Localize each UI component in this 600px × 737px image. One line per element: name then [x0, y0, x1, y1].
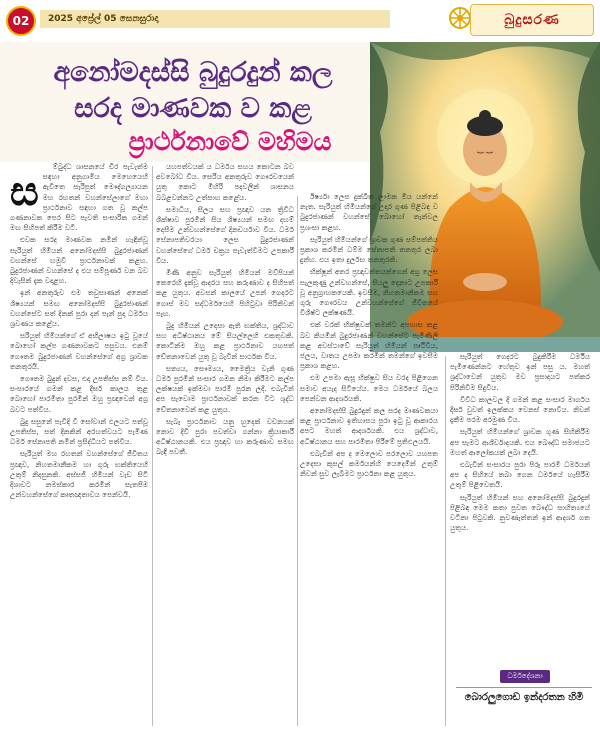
paragraph: විවිධ කාලවල දී ගමන් කළ සංසාර මාර්ගය දීර්ඝ වුවත් ඉලක්කය වෙනස් නොවීය. නිවන් දැකීම පරම අරමුණ විය.	[450, 394, 590, 425]
column-divider	[152, 166, 153, 726]
paragraph: එබැවින් අප ද මෙලොව පරලොව යහපත උදෙසා කුසල් කර්මයන්හි යෙදෙමින් උතුම් නිවන් සුව ලැබීමට ප්‍රාර්ථනා කළ යුතුය.	[300, 448, 438, 479]
paragraph: මිණි අනුව සැරියුත් හිමියන් මව්පියන් කෙරෙහි දැක්වූ ආදරය සහ කරුණාව ද සිහිපත් කළ යුතුය. අවසන් කාලයේ උපන් ගෙදරට ගොස් මව සද්ධර්මයෙහි පිහිටුවා පිරිනිවන් පෑහ.	[156, 268, 294, 318]
headline-line-1: අනෝමදස්සි බුදුරදුන් කල	[53, 57, 333, 88]
paragraph: බුදු හිමියන් උදෙසා ඇති භක්තිය, ශ්‍රද්ධාව සහ අධිෂ්ඨානය මේ සියල්ලෙහි එකතුවකි. කොටින්ම ඔහු කළ ප්‍රාර්ථනාව යහපත් චේතනාවෙන් යුතු වූ බැවින් සාර්ථක විය.	[156, 321, 294, 361]
article-column-1	[10, 162, 148, 730]
paragraph: සරියුත් හිමියන්ගේ ඒ අභිලාෂය ඉටු වූයේ බොහෝ කල්ප ගණනාවකට පසුවය. එනම් ගෞතම බුදුරජාණන් වහන්සේගේ අග්‍ර ශ්‍රාවක තනතුරයි.	[10, 331, 148, 371]
paragraph: සැරියුත් මහ රහතන් වහන්සේගේ ජීවිතය ප්‍රඥාව, නිහතමානීකම හා ගුරු භක්තියෙහි උතුම් නිදසුනකි. අස්සජි හිමියන් වැඩ සිටි දිශාවට නමස්කාර කරමින් සැතපීම උන්වහන්සේගේ කෘතඥතාවය පෙන්වයි.	[10, 449, 148, 500]
drop-cap: ස	[10, 168, 39, 215]
paragraph: එක් වරක් භික්ෂුවක් තමන්ට අපහාස කළ බව කියමින් බුදුරජාණන් වහන්සේට පැමිණිලි කළ අවස්ථාවේ සැරියුත් හිමියන් පෘථිවිය, ජලය, වාතය උපමා කරමින් තමන්ගේ ඉවසීම ප්‍රකාශ කළහ.	[300, 320, 438, 371]
paragraph: ඊර්ෂ්‍යා ලෙස දුක්ඛිත ලාමක මිය යන්නේ නැත. සැරියුත් හිමියන්ගේ උදාර ගුණ පිළිබඳ ව බුදුරජාණන් වහන්සේ බොහෝ තැන්වල ප්‍රශංසා කළහ.	[300, 192, 438, 232]
page-number-badge: 02	[6, 6, 36, 36]
paragraph: සැබෑ ප්‍රාර්ථනාව යනු හුදෙක් වචනයක් නොව දිවි පුරා පවත්වා ගන්නා ක්‍රියාකාරී අධිෂ්ඨානයකි. එය ප්‍රඥාව හා කරුණාව සමඟ බැඳී පවතී.	[156, 416, 294, 457]
headline-line-2: සරද මාණවක ව කළ	[74, 93, 312, 124]
paragraph: සත්‍යය, සෞම්‍යය, මෛත්‍රිය වැනි ගුණ ධර්ම පුරමින් සංසාර ගමන නිමා කිරීමට කල්ප ලක්ෂයක් ඉක්මවා පාරමී පුරන ලදී. එබැවින් අප සැවොම ප්‍රාර්ථනාවක් කරන විට ශුද්ධ චේතනාවෙන් කළ යුතුය.	[156, 363, 294, 414]
paragraph: ඉන් අනතුරුව එම තවුසාණන් අනෙක් ශිෂ්‍යයන් සමඟ අනෝමදස්සි බුදුරජාණන් වහන්සේට සත් දිනක් පුරා දන් පැන් පුදා ධර්මය ශ්‍රවණය කළේය.	[10, 288, 148, 329]
paragraph: එම උපමා ඇසූ භික්ෂුව සිය වරද පිළිගෙන සමාව අයැද සිටියේය. මෙය ධර්මයේ බලය පෙන්වන ආදර්ශයකි.	[300, 373, 438, 403]
article-column-4	[450, 352, 590, 652]
author-label: ධර්මදේශනා	[500, 670, 550, 683]
page-header	[0, 0, 600, 42]
paragraph: ම්බුද්ධ ශාසනයේ චිර පැවැත්ම සඳහා අනුගාමිය මෙහෙයෙහි ඇවිතෙ සැරිපුත් මෞද්ගල්‍යායන මහ රහතන් වහන්සේලාගේ මහා ප්‍රාර්ථනාව සඳහා ගත වූ කල්ප ගණනාවක පෙර සිට පැවති සංසාරික ගමන් මඟ සිහිපත් කිරීම වටී.	[10, 162, 148, 233]
paragraph: අනෝමදස්සි බුදුරදුන් කල සරද මාණවකයා කළ ප්‍රාර්ථනාව ඉතිහාසය පුරා ඉටු වූ ආකාරය අපට මහත් ආදර්ශයකි. එය ශ්‍රද්ධාව, අධිෂ්ඨානය සහ පාරමිතා පිරීමේ ප්‍රතිඵලයයි.	[300, 406, 438, 446]
issue-date-line: 2025 අප්‍රේල් 05 සෙනසුරාදා	[40, 10, 390, 28]
paragraph: බුදු සසුනේ පැවිදි වී සෝවාන් ඵලයට පත්වූ උපතිස්ස, සත් දිනකින් අරහත්වයට පැමිණ ධර්ම සේනාපති නමින් ප්‍රසිද්ධියට පත්විය.	[10, 416, 148, 447]
paragraph: යහපත්වයක් ය ධර්මය සහය කොටන බව අවබෝධ විය. සෙරිය අනතුරුව ගෞරවයෙන් යුතු කොට මිහිරි පදවලින් ශාසනය බබළවන්නට උත්සාහ කළේය.	[156, 162, 294, 202]
paragraph: භික්ෂූන් අතර ප්‍රඥාවන්තයන්ගෙන් අග්‍ර ලෙස සැලකුණු උන්වහන්සේ, සියලු දෙනාට උපකාරී වූ අනුග්‍රාහකයෙකි. ඉවසීම, නිහතමානීකම සහ ගුරු ගෞරවය උන්වහන්සේගේ ජීවිතයේ විශිෂ්ට ලක්ෂණයි.	[300, 267, 438, 318]
dharma-wheel-icon	[448, 6, 472, 30]
paragraph: සැරියුත් හිමියන් සහ අනෝමදස්සි බුදුරදුන් පිළිබඳ මෙම කතා පුවත බෞද්ධ සාහිත්‍යයේ වටිනා පිටුවකි. නුවණැත්තන් ඉන් ආදර්ශ ගත යුතුය.	[450, 492, 590, 533]
paragraph: සැරියුත් හිමියන්ගේ ශ්‍රාවක ගුණ සම්පත්තිය ප්‍රකාශ කරමින් ධම්ම සේනාපති තනතුර ලබා දුන්හ. එය ඉතා දුර්ලභ තනතුරකි.	[300, 234, 438, 265]
paragraph: එවක සරද මාණවක නමින් හැඳින්වූ සැරියුත් හිමියන් අනෝමදස්සි බුදුරජාණන් වහන්සේ හමුවී ප්‍රාර්ථනාවක් කළහ. බුදුරජාණන් වහන්සේ ද එය සම්පූර්ණ වන බව දිවැසින් දැක වදාළහ.	[10, 235, 148, 286]
column-divider	[297, 196, 298, 726]
paragraph: සැරියුත් ගෙදරට බුදුකිරීම ධර්මිය පැමිණෙන්නට හේතුව ඉන් පසු ය. මහත් ශ්‍රද්ධාවෙන් යුතුව මව ප්‍රසාදයට පත්කර පිරිනිවීම සිදුවිය.	[450, 352, 590, 392]
article-column-2	[156, 162, 294, 730]
paragraph: එබැවින් සංසාරය පුරා පිරූ පාරමී ධර්මයන් අප ද සිහියේ තබා ගෙන ධර්මයේ හැසිරීම උතුම් පිළිවෙතයි.	[450, 460, 590, 490]
author-name: බොරලුගොඩ ඉන්දරතන හිමි	[456, 687, 592, 707]
article-column-3	[300, 192, 438, 730]
paragraph: ගෞතම බුදුන් දවස, එදා උපතිස්ස නම් විය. සංසාරයේ ගමන් කළ දීර්ඝ කාලය තුළ බොහෝ පාරමිතා පුරමින් ඔහු ප්‍රඥාවෙන් අග්‍ර බවට පත්විය.	[10, 374, 148, 414]
paragraph: සැරියුත් හිමියන්ගේ ශ්‍රාවක ගුණ සිහිකිරීම අප සැමට ආශීර්වාදයකි. එය බෞද්ධ සමාජයට මහත් ආලෝකයක් ලබා දෙයි.	[450, 427, 590, 457]
section-logo: බුදුසරණ	[470, 4, 594, 36]
paragraph: සමාධිය, සීලය සහ ප්‍රඥාව යන ත්‍රිවිධ ශික්ෂාව පුරමින් සිය ශිෂ්‍යයන් සමඟ දහම් දෙසීම උන්වහන්සේගේ දිනචර්යාව විය. ධර්ම සේනාපතිවරයා ලෙස බුදුරජාණන් වහන්සේගේ ධර්ම චක්‍රය පැවැත්වීමට උපකාරී විය.	[156, 204, 294, 265]
column-divider	[445, 356, 446, 726]
headline-line-3: ප්‍රාර්ථනාවේ මහිමය	[128, 127, 332, 156]
